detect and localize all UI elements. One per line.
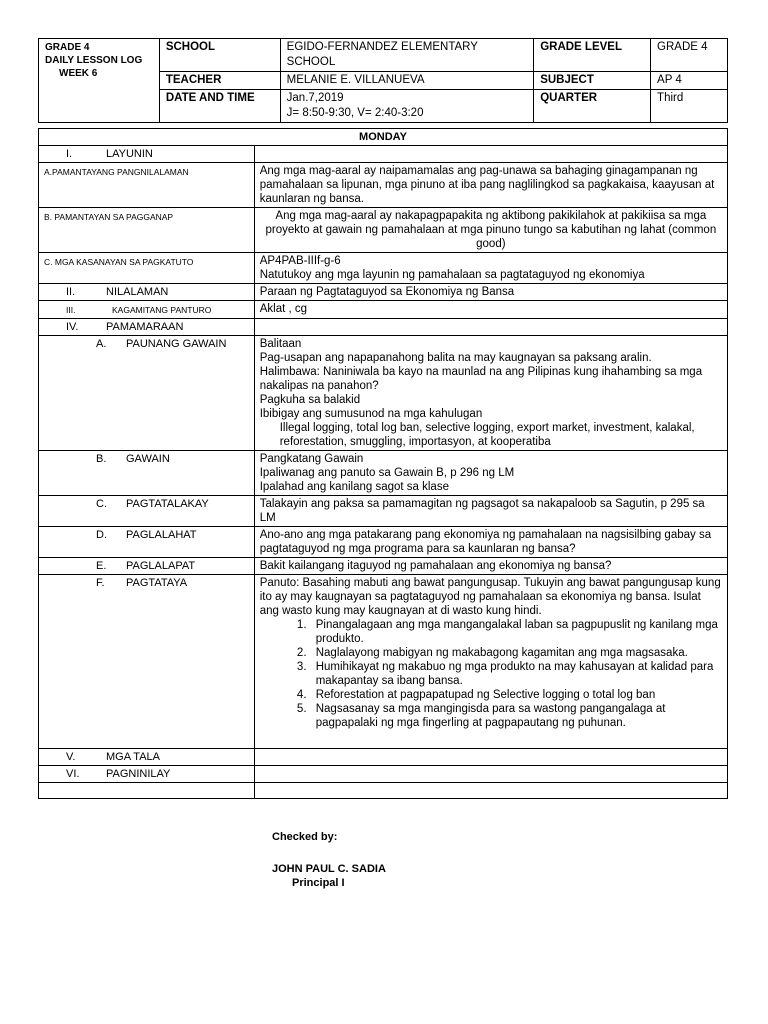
mga-tala-label-cell: [39, 749, 255, 766]
teacher-value: MELANIE E. VILLANUEVA: [280, 72, 534, 90]
mga-tala-number: V.: [66, 751, 76, 763]
quarter-value: Third: [651, 90, 728, 123]
gawain-row: [39, 451, 728, 496]
gawain-label-cell: [39, 451, 255, 496]
kahulugan-instruction: Ibibigay ang sumusunod na mga kahulugan: [259, 408, 483, 420]
pamantayang-pangnilalaman-text: Ang mga mag-aaral ay naipamamalas ang pag-unawa sa bahaging ginagampanan ng pamahalaan sa lipunan, mga pinuno at iba pang naglilingkod sa pagkakaisa, kaayusan at kaunlaran ng bansa.: [254, 163, 727, 208]
pagtatalakay-text: Talakayin ang paksa sa pamamagitan ng pagsagot sa nakapaloob sa Sagutin, p 295 sa LM: [254, 496, 727, 527]
layunin-row: [39, 146, 728, 163]
school-value: EGIDO-FERNANDEZ ELEMENTARY SCHOOL: [280, 39, 534, 72]
pamantayang-pangnilalaman-row: [39, 163, 728, 208]
layunin-label-cell: [39, 146, 255, 163]
date-time-value: [280, 90, 534, 123]
gawain-label: GAWAIN: [126, 453, 170, 465]
pagninilay-label: PAGNINILAY: [106, 768, 171, 780]
blank-cell: [39, 783, 255, 799]
pamamaraan-label: PAMAMARAAN: [106, 321, 184, 333]
paglalapat-label: PAGLALAPAT: [126, 560, 196, 572]
vocabulary-terms: Illegal logging, total log ban, selective logging, export market, investment, kalakal, reforestation, smuggling, importasyon, at kooperatiba: [279, 422, 695, 448]
nilalaman-text: Paraan ng Pagtataguyod sa Ekonomiya ng Bansa: [254, 284, 727, 301]
pamamaraan-number: IV.: [66, 321, 79, 333]
lesson-plan-table: [38, 128, 728, 799]
paglalahat-text: Ano-ano ang mga patakarang pang ekonomiya ng pamahalaan na nagsisilbing gabay sa pagtataguyod ng mga programa para sa kaunlaran ng bansa?: [254, 527, 727, 558]
pagtatalakay-label: PAGTATALAKAY: [126, 498, 209, 510]
kagamitan-text: Aklat , cg: [254, 301, 727, 319]
pagninilay-row: [39, 766, 728, 783]
subject-label: SUBJECT: [534, 72, 651, 90]
layunin-number: I.: [66, 148, 73, 160]
pagtataya-letter: F.: [96, 577, 105, 589]
pagtatalakay-row: [39, 496, 728, 527]
log-type-label: DAILY LESSON LOG: [45, 55, 143, 66]
kasanayan-row: [39, 253, 728, 284]
pamantayan-sa-pagganap-label: B. PAMANTAYAN SA PAGGANAP: [39, 208, 255, 253]
pamamaraan-content: [254, 319, 727, 336]
paunang-gawain-label-cell: [39, 336, 255, 451]
paglalapat-letter: E.: [96, 560, 107, 572]
subject-value: AP 4: [651, 72, 728, 90]
principal-position: Principal I: [292, 877, 345, 889]
paglalahat-label-cell: [39, 527, 255, 558]
school-label: SCHOOL: [159, 39, 280, 72]
quiz-item: 4. Reforestation at pagpapatupad ng Selective logging o total log ban: [310, 688, 722, 702]
quiz-item: 1. Pinangalagaan ang mga mangangalakal laban sa pagpupuslit ng kanilang mga produkto.: [310, 618, 722, 646]
pagtataya-label-cell: [39, 575, 255, 749]
blank-row: [39, 783, 728, 799]
pamantayan-sa-pagganap-text: Ang mga mag-aaral ay nakapagpapakita ng aktibong pakikilahok at pakikiisa sa mga proyekto at gawain ng pamahalaan at mga pinuno tungo sa kabutihan ng lahat (common good): [254, 208, 727, 253]
paglalapat-text: Bakit kailangang itaguyod ng pamahalaan ang ekonomiya ng bansa?: [254, 558, 727, 575]
paglalahat-label: PAGLALAHAT: [126, 529, 197, 541]
nilalaman-label-cell: [39, 284, 255, 301]
pagninilay-label-cell: [39, 766, 255, 783]
kasanayan-cell: [254, 253, 727, 284]
quiz-items-list: [260, 618, 722, 730]
grade-level-label: GRADE LEVEL: [534, 39, 651, 72]
quarter-label: QUARTER: [534, 90, 651, 123]
gawain-line: Ipaliwanag ang panuto sa Gawain B, p 296 ng LM: [259, 467, 515, 479]
teacher-label: TEACHER: [159, 72, 280, 90]
pagtataya-label: PAGTATAYA: [126, 577, 188, 589]
kagamitan-label: KAGAMITANG PANTURO: [112, 305, 212, 315]
pagtataya-cell: [254, 575, 727, 749]
layunin-content: [254, 146, 727, 163]
time-value: J= 8:50-9:30, V= 2:40-3:20: [286, 107, 424, 119]
nilalaman-row: [39, 284, 728, 301]
pagkuha-heading: Pagkuha sa balakid: [259, 394, 361, 406]
halimbawa-question: Halimbawa: Naniniwala ba kayo na maunlad na ang Pilipinas kung ihahambing sa mga nakalipas na panahon?: [259, 366, 703, 392]
quiz-item: 5. Nagsasanay sa mga mangingisda para sa wastong pangangalaga at pagpapalaki ng mga fingerling at pagpapautang ng puhunan.: [310, 702, 722, 730]
paglalahat-row: [39, 527, 728, 558]
kagamitan-label-cell: [39, 301, 255, 319]
gawain-cell: [254, 451, 727, 496]
blank-cell: [254, 783, 727, 799]
grade-week-cell: [39, 39, 160, 123]
pagtatalakay-label-cell: [39, 496, 255, 527]
quiz-item: 3. Humihikayat ng makabuo ng mga produkto na may kahusayan at kalidad para makapantay sa ibang bansa.: [310, 660, 722, 688]
pamantayan-sa-pagganap-row: [39, 208, 728, 253]
pagninilay-content: [254, 766, 727, 783]
kasanayan-label: C. MGA KASANAYAN SA PAGKATUTO: [39, 253, 255, 284]
gawain-line: Ipalahad ang kanilang sagot sa klase: [259, 481, 449, 493]
week-label: WEEK 6: [59, 68, 98, 79]
balitaan-heading: Balitaan: [259, 338, 302, 350]
pagtataya-row: [39, 575, 728, 749]
grade-label: GRADE 4: [45, 42, 90, 53]
lesson-log-header-table: [38, 38, 728, 123]
pamamaraan-label-cell: [39, 319, 255, 336]
grade-level-value: GRADE 4: [651, 39, 728, 72]
quiz-item: 2. Naglalayong mabigyan ng makabagong kagamitan ang mga magsasaka.: [310, 646, 722, 660]
paunang-gawain-letter: A.: [96, 338, 107, 350]
paunang-gawain-label: PAUNANG GAWAIN: [126, 338, 227, 350]
paglalapat-label-cell: [39, 558, 255, 575]
pamantayang-pangnilalaman-label: A.PAMANTAYANG PANGNILALAMAN: [39, 163, 255, 208]
paunang-gawain-row: [39, 336, 728, 451]
nilalaman-label: NILALAMAN: [106, 286, 169, 298]
checked-by-label: Checked by:: [272, 831, 338, 843]
balitaan-instruction: Pag-usapan ang napapanahong balita na may kaugnayan sa paksang aralin.: [259, 352, 652, 364]
mga-tala-label: MGA TALA: [106, 751, 161, 763]
nilalaman-number: II.: [66, 286, 76, 298]
layunin-label: LAYUNIN: [106, 148, 153, 160]
pagtataya-instructions: Panuto: Basahing mabuti ang bawat pangungusap. Tukuyin ang bawat pangungusap kung ito ay may kaugnayan sa pagtataguyod ng pamahalaan sa ekonomiya ng bansa. Isulat ang wasto kung may kaugnayan at di wasto kung hindi.: [259, 577, 721, 617]
kagamitan-number: III.: [66, 305, 76, 315]
pagtatalakay-letter: C.: [96, 498, 107, 510]
gawain-line: Pangkatang Gawain: [259, 453, 364, 465]
gawain-letter: B.: [96, 453, 107, 465]
day-heading: MONDAY: [39, 129, 728, 146]
mga-tala-content: [254, 749, 727, 766]
signature-block: [272, 830, 386, 890]
principal-name: JOHN PAUL C. SADIA: [272, 863, 386, 875]
paglalapat-row: [39, 558, 728, 575]
mga-tala-row: [39, 749, 728, 766]
date-time-label: DATE AND TIME: [159, 90, 280, 123]
competency-text: Natutukoy ang mga layunin ng pamahalaan sa pagtataguyod ng ekonomiya: [259, 269, 645, 281]
pagninilay-number: VI.: [66, 768, 80, 780]
pamamaraan-row: [39, 319, 728, 336]
competency-code: AP4PAB-IIIf-g-6: [259, 255, 341, 267]
paunang-gawain-cell: [254, 336, 727, 451]
kagamitan-row: [39, 301, 728, 319]
date-value: Jan.7,2019: [286, 92, 344, 104]
paglalahat-letter: D.: [96, 529, 107, 541]
